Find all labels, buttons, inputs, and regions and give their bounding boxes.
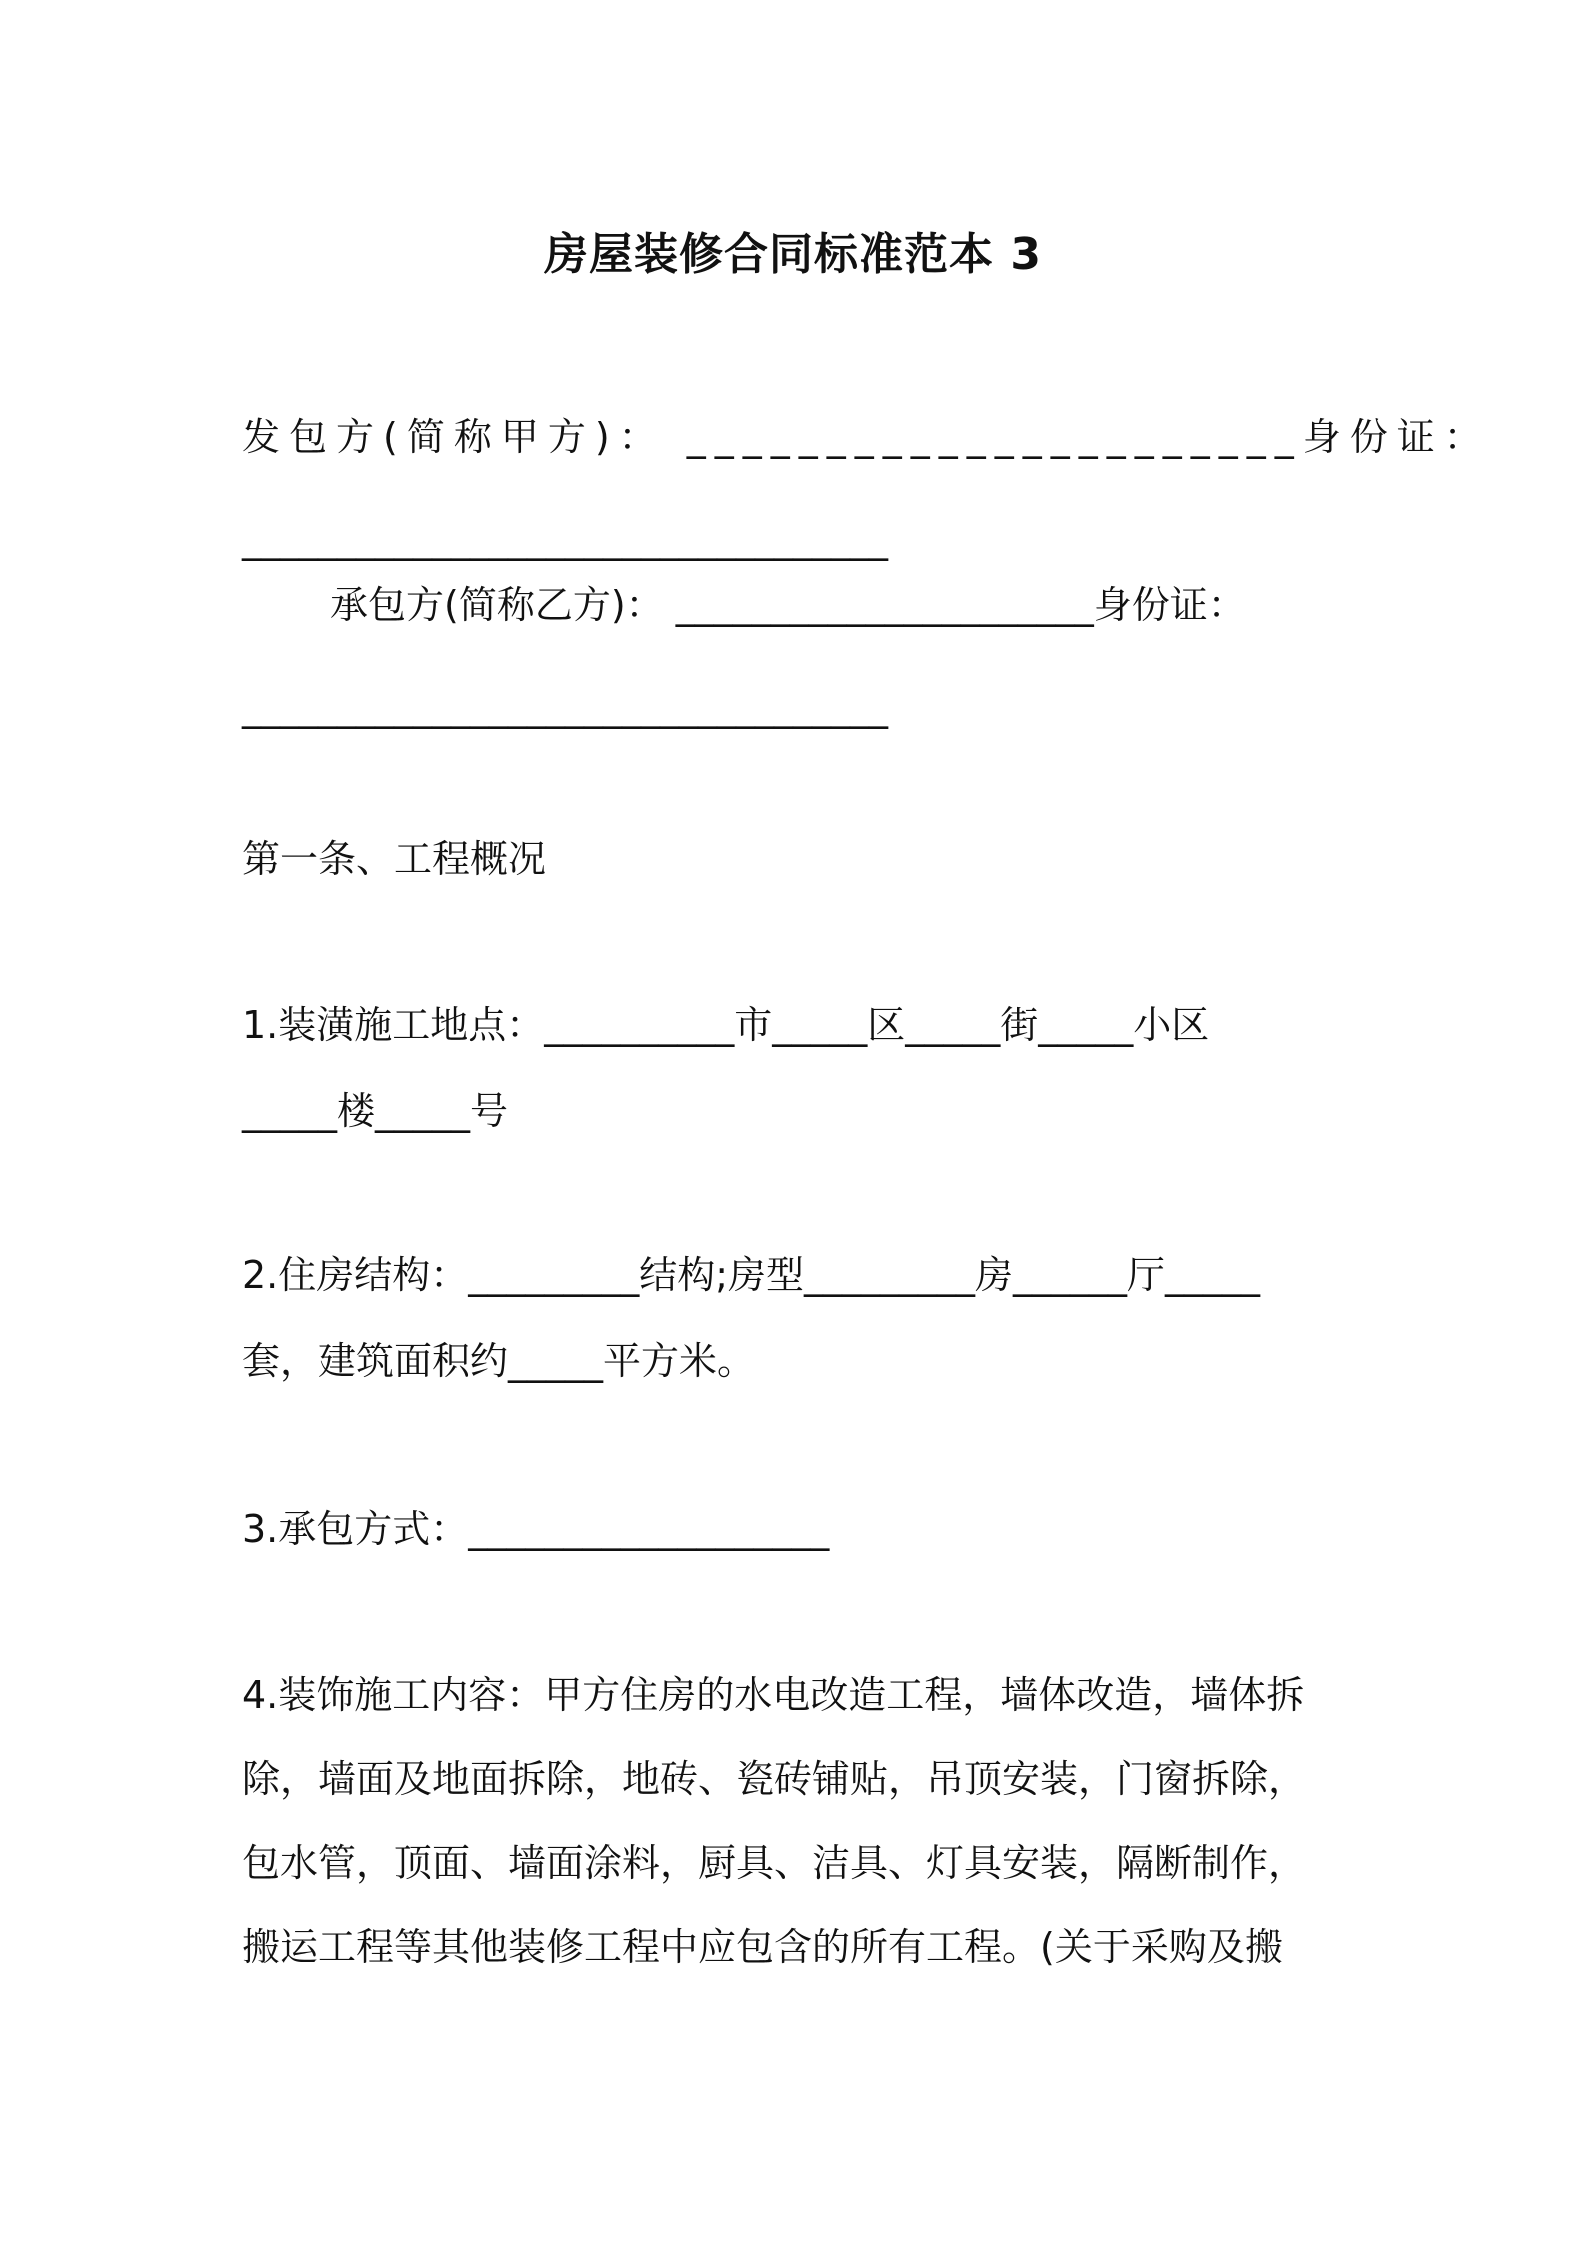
party-a-id-blank: __________________________________ [242, 517, 888, 561]
item-4-content-line-2: 除，墙面及地面拆除，地砖、瓷砖铺贴，吊顶安装，门窗拆除， [242, 1757, 1307, 1801]
item-4-content-line-4: 搬运工程等其他装修工程中应包含的所有工程。(关于采购及搬 [242, 1925, 1283, 1969]
party-a-line: 发包方(简称甲方)： ______________________身份证： [242, 415, 1491, 459]
document-title: 房屋装修合同标准范本 3 [544, 229, 1042, 280]
party-b-id-blank: __________________________________ [242, 685, 888, 729]
item-2-structure-line-2: 套，建筑面积约_____平方米。 [242, 1339, 756, 1383]
item-4-content-line-1: 4.装饰施工内容：甲方住房的水电改造工程，墙体改造，墙体拆 [242, 1673, 1305, 1717]
item-4-content-line-3: 包水管，顶面、墙面涂料，厨具、洁具、灯具安装，隔断制作， [242, 1841, 1307, 1885]
item-1-address-line-2: _____楼_____号 [242, 1089, 509, 1133]
item-2-structure-line: 2.住房结构：_________结构;房型_________房______厅_____ [242, 1253, 1261, 1297]
party-b-line: 承包方(简称乙方)： ______________________身份证： [330, 583, 1246, 627]
item-3-contract-method: 3.承包方式：___________________ [242, 1507, 830, 1551]
item-1-address-line: 1.装潢施工地点：__________市_____区_____街_____小区 [242, 1003, 1210, 1047]
article-1-heading: 第一条、工程概况 [242, 837, 547, 881]
